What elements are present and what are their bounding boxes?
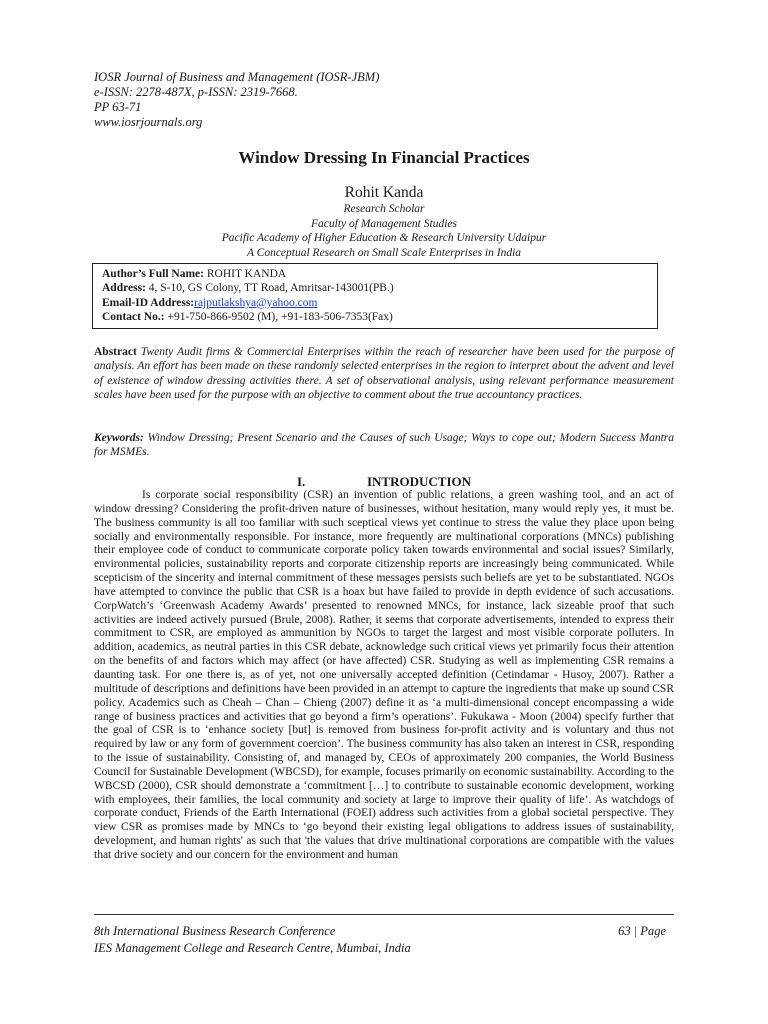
address-label: Address: xyxy=(102,282,146,295)
author-details-box xyxy=(92,263,658,329)
contact-label: Contact No.: xyxy=(102,310,165,323)
section-title: INTRODUCTION xyxy=(366,474,471,489)
journal-header xyxy=(94,70,379,130)
full-name-value: ROHIT KANDA xyxy=(204,268,287,280)
full-name-row xyxy=(102,267,648,281)
email-row xyxy=(102,296,648,310)
footer-divider xyxy=(94,914,674,915)
abstract xyxy=(94,345,674,402)
footer-page-number: 63 | Page xyxy=(618,924,666,938)
address-value: 4, S-10, GS Colony, TT Road, Amritsar-143001(PB.) xyxy=(145,282,394,295)
journal-issn: e-ISSN: 2278-487X, p-ISSN: 2319-7668. xyxy=(94,85,298,99)
keywords-text: Window Dressing; Present Scenario and the Causes of such Usage; Ways to cope out; Modern Success Mantra for MSMEs. xyxy=(94,432,674,459)
body-text xyxy=(94,489,674,863)
footer-row xyxy=(94,923,666,940)
email-label: Email-ID Address: xyxy=(102,296,195,309)
author-role: Research Scholar xyxy=(343,203,425,215)
abstract-label: Abstract xyxy=(94,346,137,358)
author-university: Pacific Academy of Higher Education & Research University Udaipur xyxy=(221,232,547,244)
section-number: I. xyxy=(296,474,306,489)
section-heading xyxy=(0,474,768,490)
author-name: Rohit Kanda xyxy=(344,184,424,201)
footer-college: IES Management College and Research Centre, Mumbai, India xyxy=(94,941,411,955)
intro-paragraph: Is corporate social responsibility (CSR) an invention of public relations, a green washing tool, and an act of window dressing? Considering the profit-driven nature of businesses, without hesitation, many would reply yes, it must be. The business community is all too familiar with such sceptical views yet continue to stress the value they place upon being socially and environmentally responsible. For instance, more frequently are multinational corporations (MNCs) publishing their employee code of conduct to communicate corporate policy taken towards environmental and social issues? Similarly, environmental policies, sustainability reports and corporate citizenship reports are increasingly being communicated. While scepticism of the sincerity and internal commitment of these messages persists such beliefs are yet to be substantiated. NGOs have attempted to convince the public that CSR is a hoax but have failed to provide in depth evidence of such accusations. CorpWatch’s ‘Greenwash Academy Awards’ presented to renowned MNCs, for instance, lack sizeable proof that such activities are indeed actively pursued (Brule, 2008). Rather, it seems that corporate advertisements, intended to express their commitment to CSR, are employed as ammunition by NGOs to target the largest and most visible corporate polluters. In addition, academics, as neutral parties in this CSR debate, acknowledge such critical views yet primarily focus their attention on the benefits of and factors which may affect (or have affected) CSR. Studying as well as implementing CSR remains a daunting task. For one there is, as of yet, not one universally accepted definition (Cetindamar - Husoy, 2007). Rather a multitude of descriptions and definitions have been provided in an attempt to capture the ingredients that make up sound CSR policy. Academics such as Cheah – Chan – Chieng (2007) define it as ‘a multi-dimensional concept encompassing a wide range of business practices and activities that go beyond a firm’s operations’. Fukukawa - Moon (2004) specify further that the goal of CSR is to ‘enhance society [but] is removed from business for-profit activity and is voluntary and thus not required by law or any form of government coercion’. The business community has also taken an interest in CSR, responding to the issue of sustainability. Consisting of, and managed by, CEOs of approximately 200 companies, the World Business Council for Sustainable Development (WBCSD), for example, focuses primarily on economic sustainability. According to the WBCSD (2000), CSR should demonstrate a ‘commitment […] to contribute to sustainable economic development, working with employees, their families, the local community and society at large to improve their quality of life’. As watchdogs of corporate conduct, Friends of the Earth International (FOEI) address such activities from a global societal perspective. They view CSR as promises made by MNCs to ‘go beyond their existing legal obligations to address issues of sustainability, development, and human rights' as such that 'the values that drive multinational corporations are compatible with the values that drive society and our concern for the environment and human xyxy=(94,489,674,861)
author-project: A Conceptual Research on Small Scale Enterprises in India xyxy=(246,246,522,259)
full-name-label: Author’s Full Name: xyxy=(102,268,204,280)
email-link[interactable]: rajputlakshya@yahoo.com xyxy=(194,296,318,309)
address-row xyxy=(102,281,648,295)
journal-pages: PP 63-71 xyxy=(94,100,142,114)
journal-website: www.iosrjournals.org xyxy=(94,115,203,129)
author-faculty: Faculty of Management Studies xyxy=(311,217,457,230)
page-footer xyxy=(94,923,666,957)
keywords xyxy=(94,431,674,460)
keywords-label: Keywords: xyxy=(94,432,144,444)
abstract-text: Twenty Audit firms & Commercial Enterprises within the reach of researcher have been used for the purpose of analysis. An effort has been made on these randomly selected enterprises in the region to interpret about the advent and level of existence of window dressing activities there. A set of observational analysis, using relevant performance measurement scales have been used for the purpose with an objective to comment about the true accountancy practices. xyxy=(94,346,674,401)
contact-row xyxy=(102,310,648,324)
paper-title: Window Dressing In Financial Practices xyxy=(238,148,530,167)
author-affiliation xyxy=(0,202,768,260)
footer-conference: 8th International Business Research Conference xyxy=(94,924,336,938)
journal-name: IOSR Journal of Business and Management (IOSR-JBM) xyxy=(94,70,380,84)
contact-value: +91-750-866-9502 (M), +91-183-506-7353(Fax) xyxy=(164,310,393,323)
